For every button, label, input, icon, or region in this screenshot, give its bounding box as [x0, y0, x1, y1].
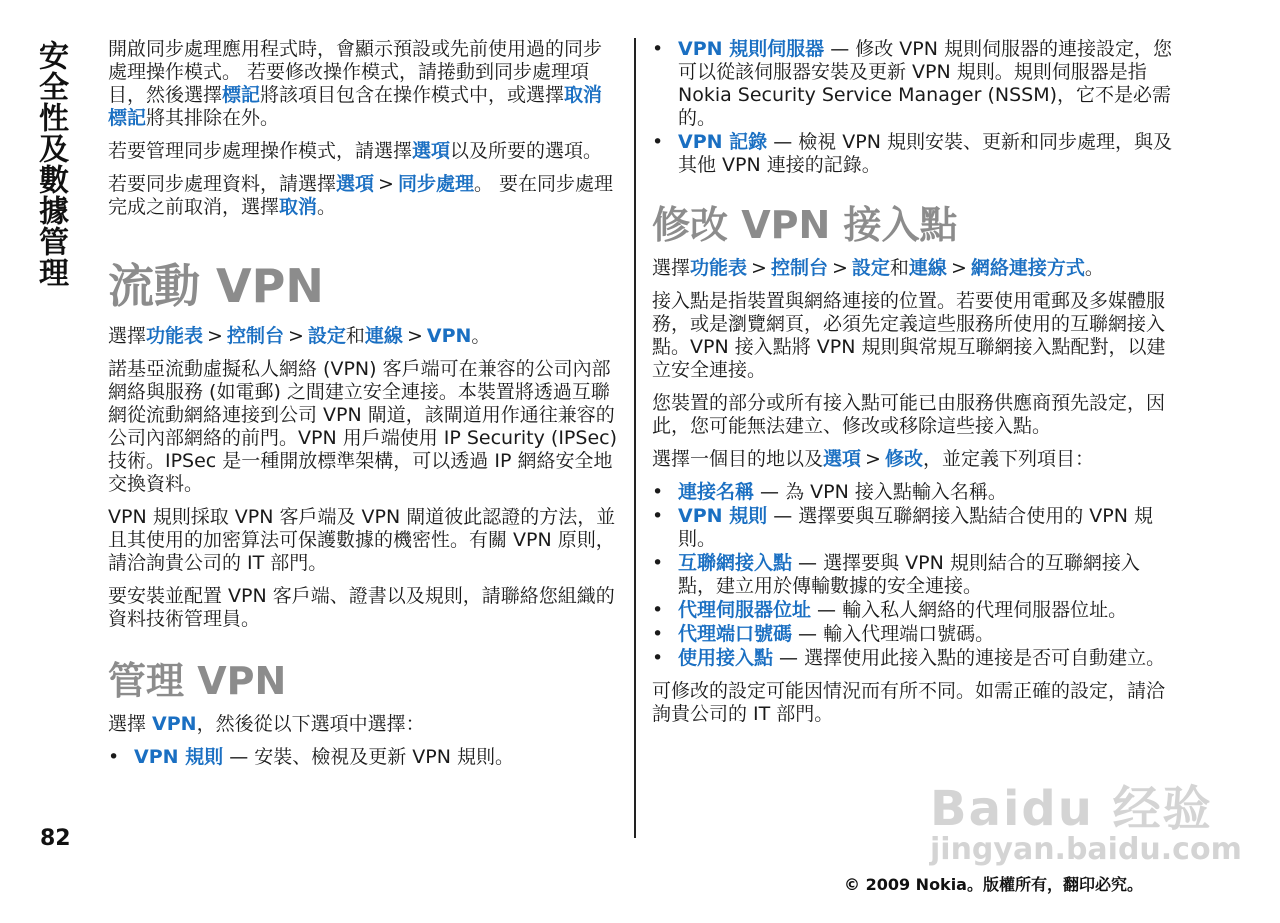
bullet-icon: • — [108, 746, 120, 768]
settings-link[interactable]: 設定 — [307, 325, 346, 347]
manage-vpn-paragraph: 選擇 VPN，然後從以下選項中選擇： — [108, 713, 425, 735]
proxy-port-link[interactable]: 代理端口號碼 — [678, 623, 793, 645]
vpn-policy-server-link[interactable]: VPN 規則伺服器 — [678, 38, 825, 60]
connection-name-link[interactable]: 連接名稱 — [678, 481, 755, 503]
options-link[interactable]: 選項 — [823, 448, 862, 470]
vpn-log-link[interactable]: VPN 記錄 — [678, 131, 768, 153]
list-item: • 連接名稱 — 為 VPN 接入點輸入名稱。 — [652, 481, 1007, 503]
control-panel-link[interactable]: 控制台 — [226, 325, 284, 347]
copyright-notice: © 2009 Nokia。版權所有，翻印必究。 — [844, 875, 1143, 894]
baidu-watermark — [930, 770, 1242, 870]
vpn-link[interactable]: VPN — [152, 713, 197, 735]
vpn-policy-link[interactable]: VPN 規則 — [134, 746, 224, 768]
list-item: • VPN 規則伺服器 — 修改 VPN 規則伺服器的連接設定，您可以從該伺服器安裝及更新 VPN 規則。規則伺服器是指 Nokia Security Service Manager (NSSM)，它不是必需的。 — [652, 38, 1172, 129]
list-item: • VPN 規則 — 選擇要與互聯網接入點結合使用的 VPN 規則。 — [652, 505, 1153, 550]
right-column — [652, 38, 1172, 736]
bullet-icon: • — [652, 552, 664, 574]
use-access-point-link[interactable]: 使用接入點 — [678, 647, 774, 669]
access-point-settings-list — [652, 481, 1172, 670]
manage-sync-paragraph: 若要管理同步處理操作模式，請選擇選項以及所要的選項。 — [108, 140, 603, 162]
vpn-intro-paragraph: 諾基亞流動虛擬私人網絡 (VPN) 客戶端可在兼容的公司內部網絡與服務 (如電郵) 之間建立安全連接。本裝置將透過互聯網從流動網絡連接到公司 VPN 閘道，該閘道用作通往兼容的公司內部網絡的前門。VPN 用戶端使用 IP Security (IPSec) 技術。IPSec 是一種開放標準架構，可以透過 IP 網絡安全地交換資料。 — [108, 358, 617, 495]
destinations-link[interactable]: 網絡連接方式 — [970, 257, 1085, 279]
control-panel-link[interactable]: 控制台 — [770, 257, 828, 279]
watermark-url: jingyan.baidu.com — [930, 832, 1242, 867]
access-point-intro-paragraph: 接入點是指裝置與網絡連接的位置。若要使用電郵及多媒體服務，或是瀏覽網頁，必須先定義這些服務所使用的互聯網接入點。VPN 接入點將 VPN 規則與常規互聯網接入點配對，以建立安全連接。 — [652, 290, 1166, 381]
manage-vpn-list — [108, 746, 620, 769]
bullet-icon: • — [652, 647, 664, 669]
bullet-icon: • — [652, 623, 664, 645]
internet-access-point-link[interactable]: 互聯網接入點 — [678, 552, 793, 574]
vpn-policy-link[interactable]: VPN 規則 — [678, 505, 768, 527]
options-link[interactable]: 選項 — [336, 173, 375, 195]
vpn-install-paragraph: 要安裝並配置 VPN 客戶端、證書以及規則，請聯絡您組織的資料技術管理員。 — [108, 585, 615, 630]
list-item: • 代理伺服器位址 — 輸入私人網絡的代理伺服器位址。 — [652, 599, 1128, 621]
menu-link[interactable]: 功能表 — [690, 257, 748, 279]
unmark-link[interactable]: 取消標記 — [108, 84, 603, 129]
menu-link[interactable]: 功能表 — [146, 325, 204, 347]
bullet-icon: • — [652, 505, 664, 527]
section-title-vertical: 安全性及數據管理 — [33, 40, 68, 288]
bullet-icon: • — [652, 131, 664, 153]
connection-link[interactable]: 連線 — [364, 325, 403, 347]
mark-link[interactable]: 標記 — [222, 84, 261, 106]
manage-vpn-list-continued — [652, 38, 1172, 177]
cancel-link[interactable]: 取消 — [279, 196, 318, 218]
page-number: 82 — [40, 826, 71, 851]
bullet-icon: • — [652, 481, 664, 503]
access-point-edit-paragraph: 選擇一個目的地以及選項 > 修改，並定義下列項目： — [652, 448, 1094, 470]
settings-link[interactable]: 設定 — [851, 257, 890, 279]
watermark-logo: Baidu 经验 — [930, 781, 1213, 837]
list-item: • 使用接入點 — 選擇使用此接入點的連接是否可自動建立。 — [652, 647, 1166, 669]
list-item: • VPN 規則 — 安裝、檢視及更新 VPN 規則。 — [108, 746, 514, 768]
list-item: • 代理端口號碼 — 輸入代理端口號碼。 — [652, 623, 995, 645]
heading-vpn-access-points: 修改 VPN 接入點 — [652, 203, 958, 247]
sync-data-paragraph: 若要同步處理資料，請選擇選項 > 同步處理。 要在同步處理完成之前取消，選擇取消。 — [108, 173, 614, 218]
access-point-path-paragraph: 選擇功能表 > 控制台 > 設定和連線 > 網絡連接方式。 — [652, 257, 1104, 279]
access-point-preset-paragraph: 您裝置的部分或所有接入點可能已由服務供應商預先設定，因此，您可能無法建立、修改或移除這些接入點。 — [652, 392, 1166, 437]
options-link[interactable]: 選項 — [412, 140, 451, 162]
vpn-policy-paragraph: VPN 規則採取 VPN 客戶端及 VPN 閘道彼此認證的方法，並且其使用的加密算法可保護數據的機密性。有關 VPN 原則，請洽詢貴公司的 IT 部門。 — [108, 506, 616, 574]
list-item: • VPN 記錄 — 檢視 VPN 規則安裝、更新和同步處理，與及其他 VPN 連接的記錄。 — [652, 131, 1172, 176]
settings-note-paragraph: 可修改的設定可能因情況而有所不同。如需正確的設定，請洽詢貴公司的 IT 部門。 — [652, 680, 1166, 725]
list-item: • 互聯網接入點 — 選擇要與 VPN 規則結合的互聯網接入點，建立用於傳輸數據的安全連接。 — [652, 552, 1140, 597]
bullet-icon: • — [652, 599, 664, 621]
proxy-address-link[interactable]: 代理伺服器位址 — [678, 599, 812, 621]
bullet-icon: • — [652, 38, 664, 60]
edit-link[interactable]: 修改 — [884, 448, 923, 470]
heading-manage-vpn: 管理 VPN — [108, 659, 287, 703]
sync-mode-paragraph: 開啟同步處理應用程式時，會顯示預設或先前使用過的同步處理操作模式。 若要修改操作模式，請捲動到同步處理項目，然後選擇標記將該項目包含在操作模式中，或選擇取消標記將其排除在外。 — [108, 38, 603, 129]
left-column — [108, 38, 620, 779]
sync-link[interactable]: 同步處理 — [397, 173, 474, 195]
column-divider — [634, 38, 636, 838]
connection-link[interactable]: 連線 — [908, 257, 947, 279]
heading-mobile-vpn: 流動 VPN — [108, 259, 324, 313]
vpn-path-paragraph: 選擇功能表 > 控制台 > 設定和連線 > VPN。 — [108, 325, 491, 347]
vpn-link[interactable]: VPN — [426, 325, 472, 347]
